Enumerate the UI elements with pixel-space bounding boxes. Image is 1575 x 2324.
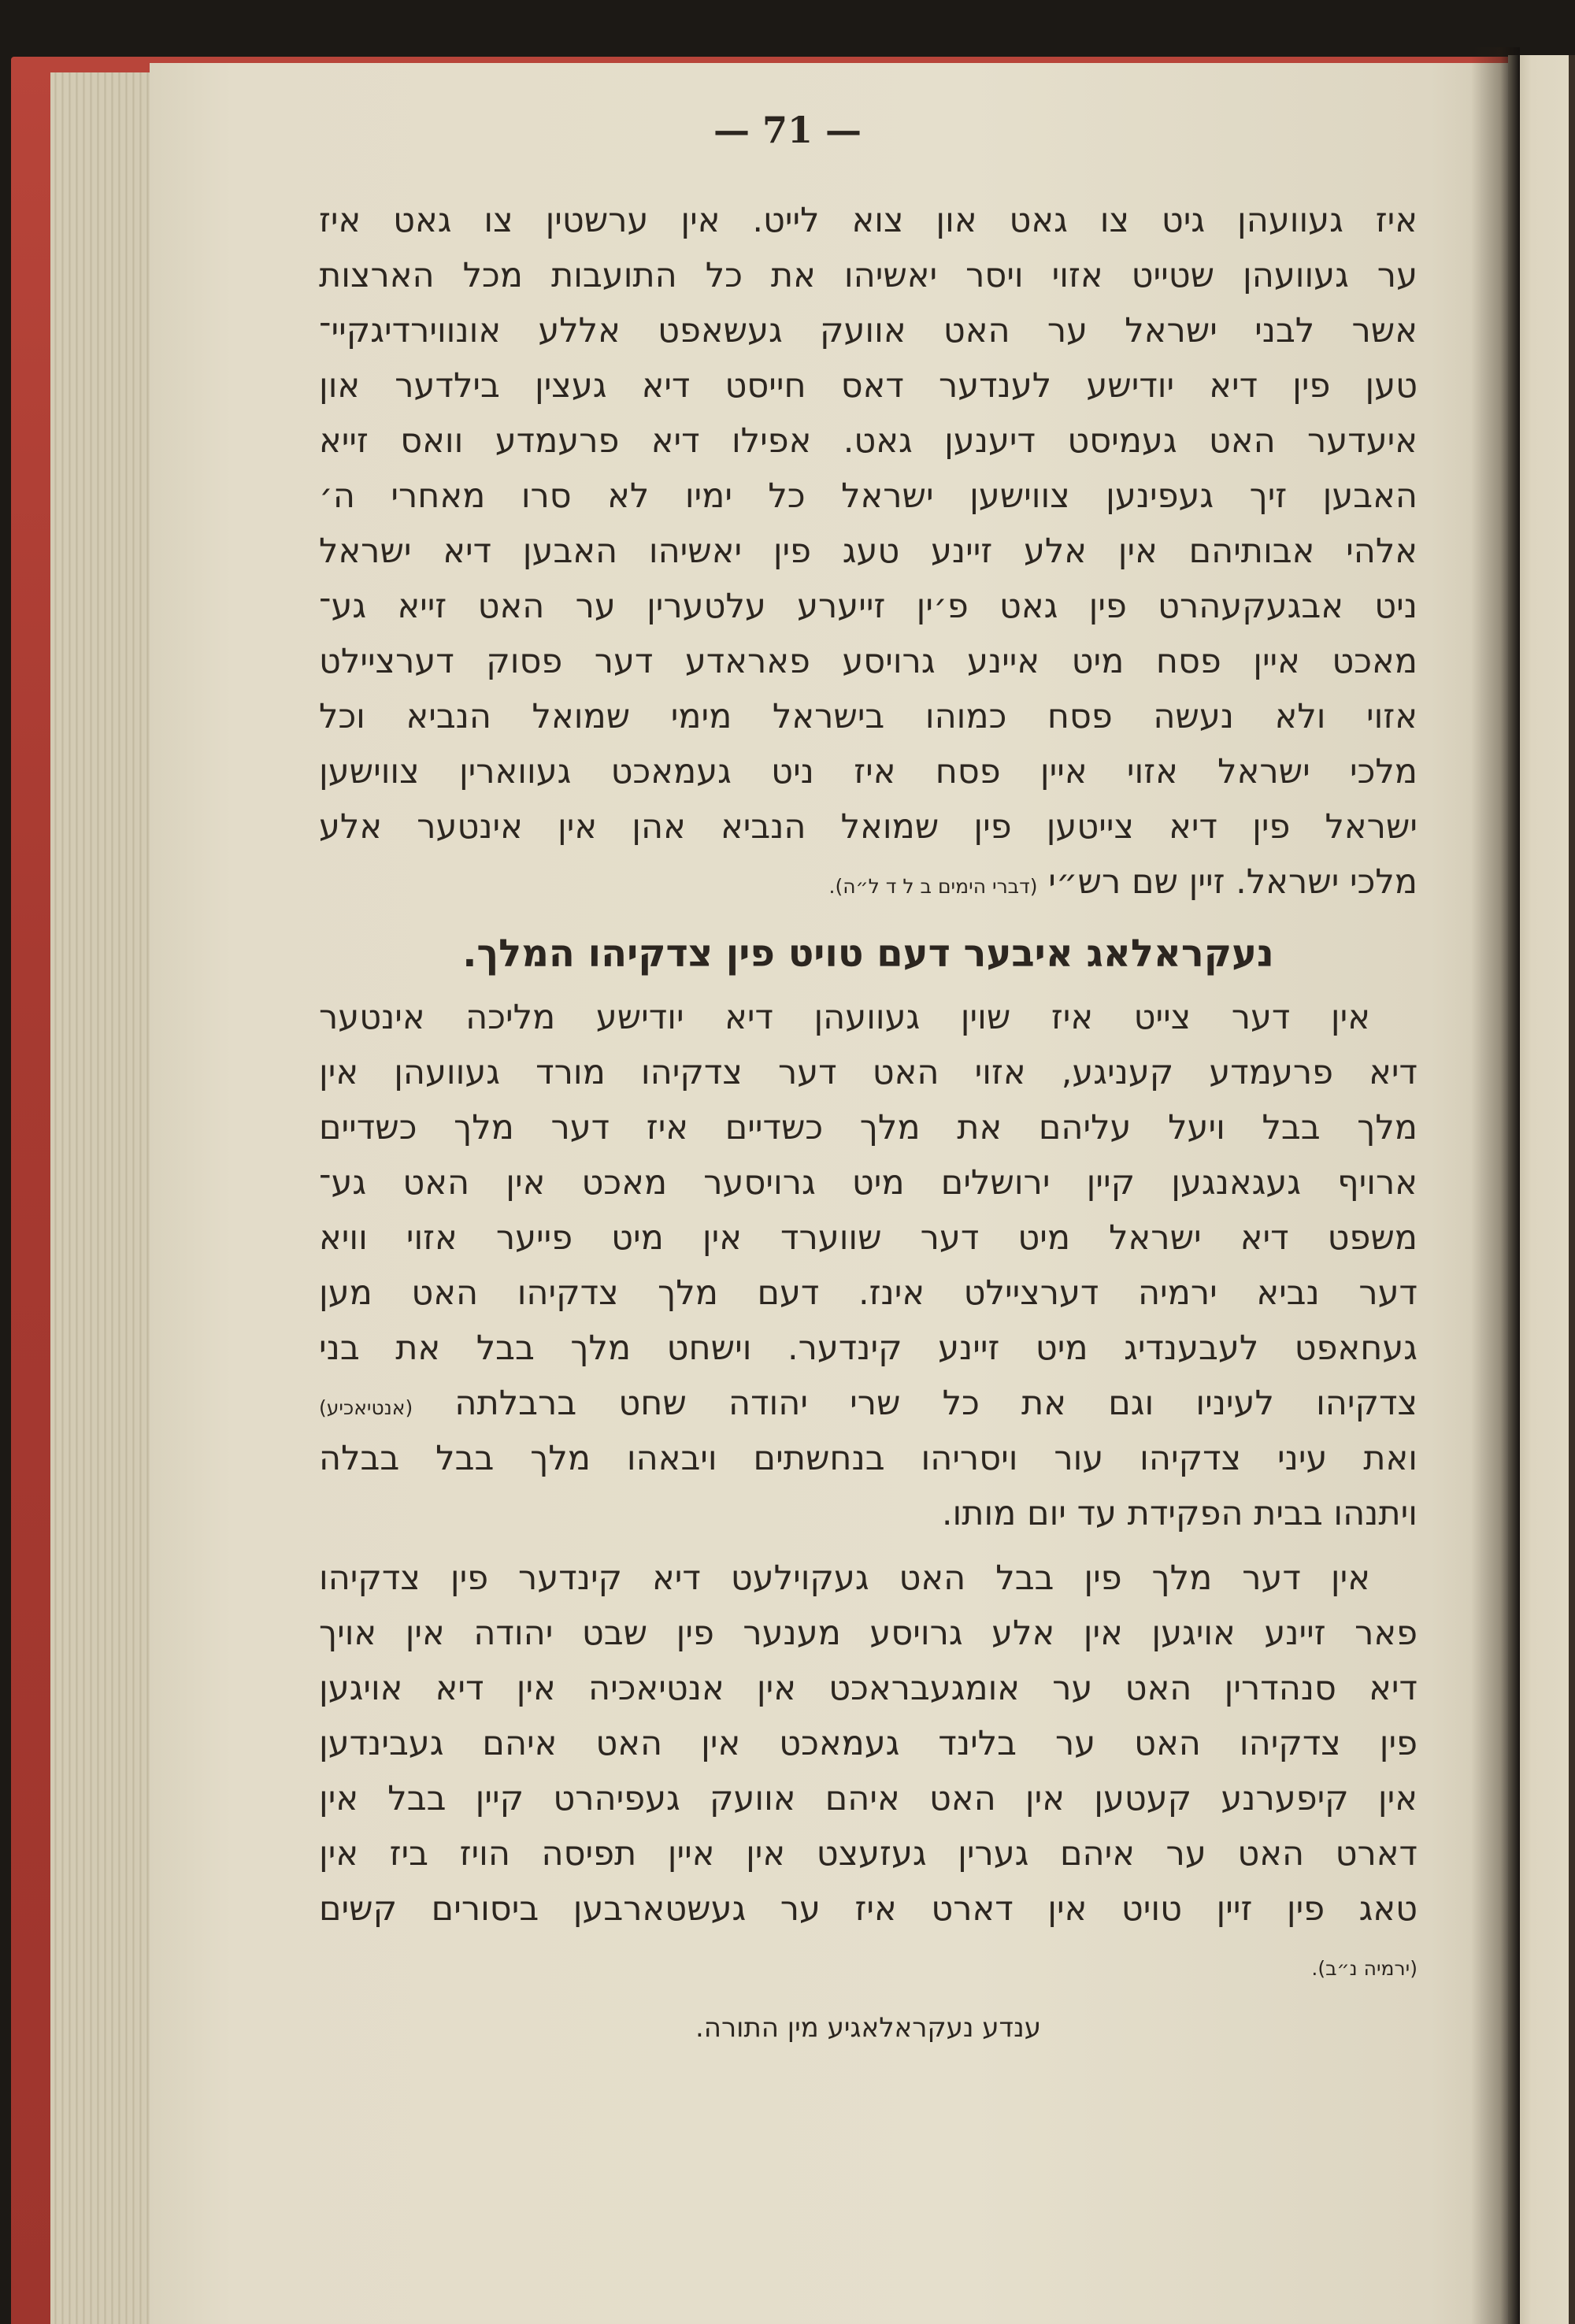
page-edges: [50, 72, 161, 2324]
paragraph-3: [319, 1551, 1418, 1992]
text-line: געחאפט לעבענדיג מיט זיינע קינדער. וישחט מלך בבל את בני: [319, 1329, 1418, 1368]
text-line: האבען זיך געפינען צווישען ישראל כל ימיו לא סרו מאחרי ה׳: [319, 476, 1418, 516]
text-line: אין דער צייט איז שוין געוועהן דיא יודישע מליכה אינטער: [319, 998, 1370, 1037]
text-line: איז געוועהן גיט צו גאט און צוא לייט. אין ערשטין צו גאט איז: [319, 201, 1418, 240]
text-line: טאג פין זיין טויט אין דארט איז ער געשטארבען ביסורים קשים: [319, 1889, 1418, 1929]
text-line: ארויף געגאנגען קיין ירושלים מיט גרויסער מאכט אין האט גע־: [319, 1163, 1418, 1203]
text-line: מלך בבל ויעל עליהם את מלך כשדיים איז דער מלך כשדיים: [319, 1108, 1418, 1147]
paragraph-gap: [319, 1541, 1418, 1551]
page-number: — 71 —: [713, 109, 862, 151]
facing-page-edge: [1569, 55, 1575, 2324]
text-span: מלכי ישראל. זיין שם רש״י: [1048, 862, 1418, 902]
text-span: צדקיהו לעיניו וגם את כל שרי יהודה שחט ברבלתה: [454, 1384, 1418, 1423]
gutter-shadow: [1471, 47, 1520, 2324]
text-line: פאר זיינע אויגען אין אלע גרויסע מענער פין שבט יהודה אין אויך: [319, 1614, 1418, 1653]
text-line: ניט אבגעקעהרט פין גאט פ׳ין זייערע עלטערין ער האט זייא גע־: [319, 587, 1418, 626]
text-line: מלכי ישראל אזוי איין פסח איז ניט געמאכט געווארין צווישען: [319, 752, 1418, 791]
text-line: משפט דיא ישראל מיט דער שווערד אין מיט פייער אזוי וויא: [319, 1218, 1418, 1258]
source-reference: (אנטיאכיע): [319, 1396, 413, 1419]
paragraph-1: [319, 193, 1418, 910]
text-line: אשר לבני ישראל ער האט אוועק געשאפט אללע אונווירדיגקיי־: [319, 311, 1418, 350]
section-heading: נעקראלאג איבער דעם טויט פין צדקיהו המלך.: [462, 932, 1274, 976]
text-line: ואת עיני צדקיהו עור ויסריהו בנחשתים ויבאהו מלך בבל בבלה: [319, 1439, 1418, 1478]
text-line: אין דער מלך פין בבל האט געקוילעט דיא קינדער פין צדקיהו: [319, 1559, 1370, 1598]
text-line: ישראל פין דיא צייטען פין שמואל הנביא אהן אין אינטער אלע: [319, 807, 1418, 847]
text-line: אלהי אבותיהם אין אלע זיינע טעג פין יאשיהו האבען דיא ישראל: [319, 532, 1418, 571]
text-line: [319, 854, 1418, 910]
text-line: [319, 1376, 1418, 1431]
text-line: איעדער האט געמיסט דיענען גאט. אפילו דיא פרעמדע וואס זייא: [319, 421, 1418, 461]
text-line: טען פין דיא יודישע לענדער דאס חייסט דיא געצין בילדער און: [319, 366, 1418, 406]
text-line: ער געוועהן שטייט אזוי ויסר יאשיהו את כל התועבות מכל הארצות: [319, 256, 1418, 295]
text-line: דיא פרעמדע קעניגע, אזוי האט דער צדקיהו מורד געוועהן אין: [319, 1053, 1418, 1092]
text-line: אזוי ולא נעשה פסח כמוהו בישראל מימי שמואל הנביא וכל: [319, 697, 1418, 736]
text-line: ויתנהו בבית הפקידת עד יום מותו.: [941, 1494, 1418, 1533]
text-line: מאכט איין פסח מיט איינע גרויסע פאראדע דער פסוק דערציילט: [319, 642, 1418, 681]
text-line: דער נביא ירמיה דערציילט אינז. דעם מלך צדקיהו האט מען: [319, 1273, 1418, 1313]
closing-line: ענדע נעקראלאגיע מין התורה.: [695, 2012, 1042, 2044]
source-reference: (דברי הימים ב ל ד ל״ה).: [828, 875, 1038, 898]
text-line: פין צדקיהו האט ער בלינד געמאכט אין האט איהם געבינדען: [319, 1724, 1418, 1763]
text-line: [319, 1937, 1418, 1992]
text-line: אין קיפערנע קעטען אין האט איהם אוועק געפיהרט קיין בבל אין: [319, 1779, 1418, 1818]
text-line: דיא סנהדרין האט ער אומגעבראכט אין אנטיאכיה אין דיא אויגען: [319, 1669, 1418, 1708]
text-line: דארט האט ער איהם גערין געזעצט אין איין תפיסה הויז ביז אין: [319, 1834, 1418, 1874]
paragraph-2: [319, 990, 1418, 1541]
source-reference: (ירמיה נ״ב).: [1311, 1957, 1418, 1980]
text-block: [319, 193, 1418, 2059]
